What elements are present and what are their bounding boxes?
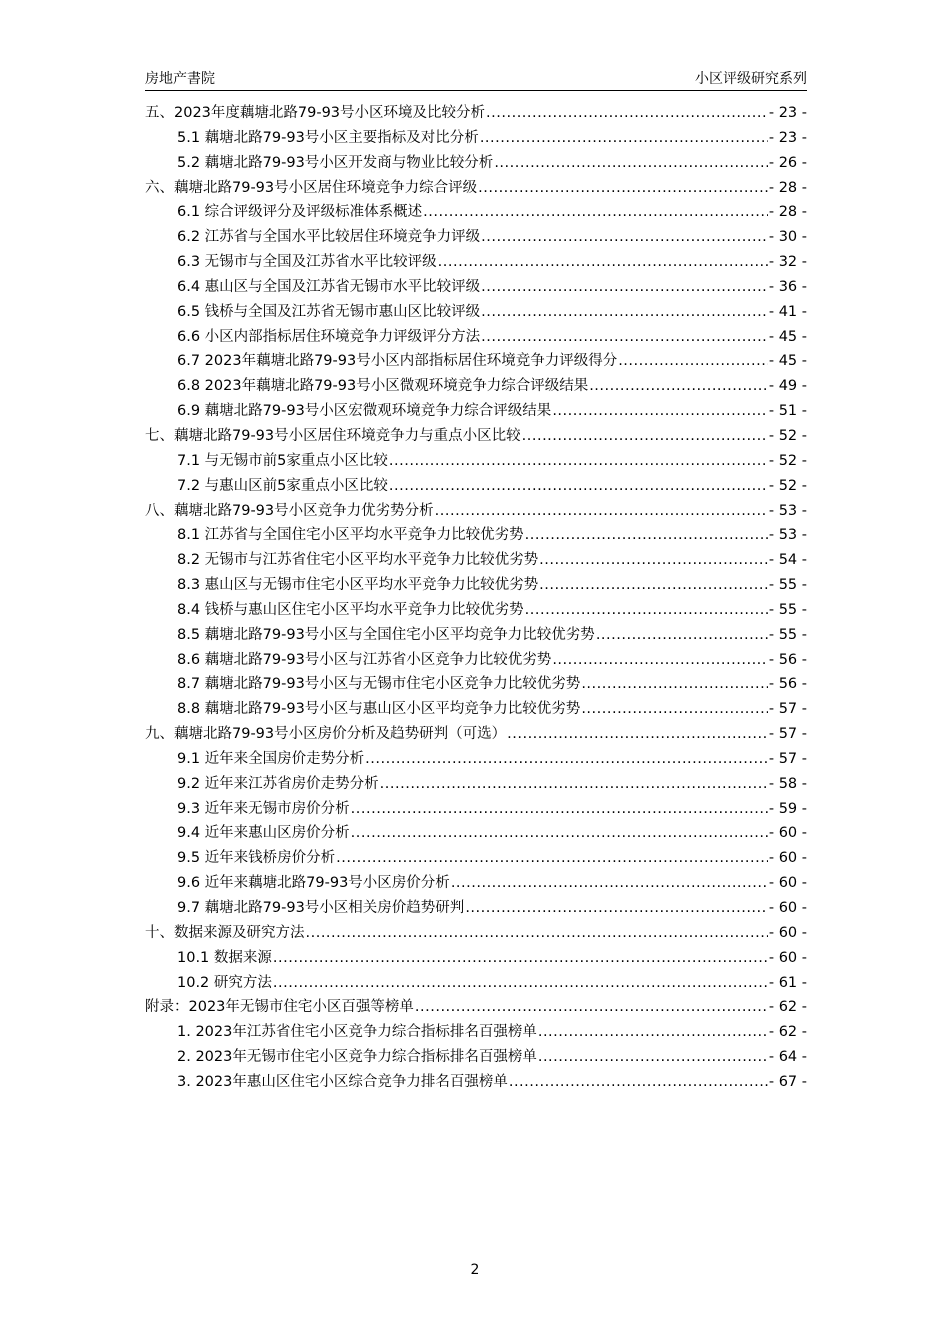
toc-section-entry[interactable] [145,275,807,300]
toc-section-entry[interactable] [145,871,807,896]
toc-entry-title: 6.1 综合评级评分及评级标准体系概述 [177,204,423,221]
toc-entry-page: - 28 - [768,204,807,221]
toc-dot-leader [552,399,768,424]
toc-entry-page: - 52 - [768,452,807,469]
toc-entry-title: 8.5 藕塘北路79-93号小区与全国住宅小区平均竞争力比较优劣势 [177,626,595,643]
toc-section-entry[interactable] [145,747,807,772]
toc-entry-title: 5.1 藕塘北路79-93号小区主要指标及对比分析 [177,129,479,146]
toc-entry-page: - 52 - [768,427,807,444]
toc-entry-title: 8.7 藕塘北路79-93号小区与无锡市住宅小区竞争力比较优劣势 [177,676,581,693]
toc-entry-title: 9.4 近年来惠山区房价分析 [177,825,350,842]
toc-section-entry[interactable] [145,697,807,722]
toc-dot-leader [465,896,768,921]
toc-entry-title: 5.2 藕塘北路79-93号小区开发商与物业比较分析 [177,154,494,171]
toc-entry-page: - 60 - [768,850,807,867]
toc-section-entry[interactable] [145,200,807,225]
toc-dot-leader [365,747,768,772]
toc-entry-title: 十、数据来源及研究方法 [145,924,305,941]
toc-entry-page: - 61 - [768,974,807,991]
toc-entry-title: 6.5 钱桥与全国及江苏省无锡市惠山区比较评级 [177,303,481,320]
toc-entry-title: 9.1 近年来全国房价走势分析 [177,750,365,767]
toc-chapter-entry[interactable] [145,101,807,126]
toc-entry-title: 6.4 惠山区与全国及江苏省无锡市水平比较评级 [177,278,481,295]
toc-entry-title: 8.8 藕塘北路79-93号小区与惠山区小区平均竞争力比较优劣势 [177,701,581,718]
toc-entry-title: 10.2 研究方法 [177,974,272,991]
toc-dot-leader [581,672,768,697]
toc-section-entry[interactable] [145,623,807,648]
toc-entry-title: 9.5 近年来钱桥房价分析 [177,850,336,867]
toc-section-entry[interactable] [145,250,807,275]
toc-entry-page: - 28 - [768,179,807,196]
toc-entry-page: - 64 - [768,1049,807,1066]
toc-entry-page: - 57 - [768,726,807,743]
toc-entry-page: - 52 - [768,477,807,494]
toc-entry-page: - 55 - [768,577,807,594]
page-number: 2 [470,1262,480,1278]
toc-chapter-entry[interactable] [145,176,807,201]
toc-section-entry[interactable] [145,374,807,399]
toc-section-entry[interactable] [145,225,807,250]
toc-entry-page: - 23 - [768,129,807,146]
toc-entry-page: - 67 - [768,1073,807,1090]
toc-section-entry[interactable] [145,648,807,673]
toc-dot-leader [618,349,768,374]
toc-section-entry[interactable] [145,1045,807,1070]
toc-entry-title: 7.1 与无锡市前5家重点小区比较 [177,452,388,469]
toc-entry-title: 9.2 近年来江苏省房价走势分析 [177,775,379,792]
toc-entry-title: 3. 2023年惠山区住宅小区综合竞争力排名百强榜单 [177,1073,508,1090]
toc-dot-leader [525,598,768,623]
toc-entry-page: - 62 - [768,999,807,1016]
toc-section-entry[interactable] [145,399,807,424]
toc-dot-leader [480,126,768,151]
toc-entry-page: - 32 - [768,254,807,271]
toc-dot-leader [351,821,768,846]
toc-dot-leader [380,772,768,797]
toc-section-entry[interactable] [145,349,807,374]
toc-entry-page: - 55 - [768,626,807,643]
toc-entry-title: 八、藕塘北路79-93号小区竞争力优劣势分析 [145,502,434,519]
toc-entry-page: - 23 - [768,105,807,121]
toc-dot-leader [538,1045,768,1070]
toc-entry-page: - 56 - [768,676,807,693]
toc-entry-title: 8.3 惠山区与无锡市住宅小区平均水平竞争力比较优劣势 [177,577,539,594]
toc-entry-title: 附录：2023年无锡市住宅小区百强等榜单 [145,999,414,1016]
toc-entry-title: 9.6 近年来藕塘北路79-93号小区房价分析 [177,875,450,892]
toc-dot-leader [522,424,768,449]
toc-entry-page: - 60 - [768,900,807,916]
toc-entry-title: 五、2023年度藕塘北路79-93号小区环境及比较分析 [145,105,486,121]
toc-dot-leader [481,300,768,325]
toc-section-entry[interactable] [145,523,807,548]
toc-section-entry[interactable] [145,772,807,797]
toc-entry-page: - 41 - [768,303,807,320]
toc-entry-page: - 56 - [768,651,807,668]
toc-entry-page: - 26 - [768,154,807,171]
toc-section-entry[interactable] [145,474,807,499]
toc-entry-title: 七、藕塘北路79-93号小区居住环境竞争力与重点小区比较 [145,427,521,444]
toc-section-entry[interactable] [145,1020,807,1045]
toc-entry-page: - 53 - [768,527,807,544]
toc-entry-page: - 57 - [768,701,807,718]
toc-dot-leader [438,250,768,275]
toc-dot-leader [539,573,768,598]
toc-dot-leader [481,275,768,300]
toc-entry-title: 6.6 小区内部指标居住环境竞争力评级评分方法 [177,328,481,345]
toc-dot-leader [596,623,768,648]
toc-section-entry[interactable] [145,971,807,996]
toc-dot-leader [351,797,768,822]
toc-entry-title: 10.1 数据来源 [177,949,272,966]
toc-dot-leader [415,995,768,1020]
toc-dot-leader [389,449,768,474]
toc-dot-leader [494,151,768,176]
page-header [145,66,807,91]
toc-chapter-entry[interactable] [145,424,807,449]
toc-entry-title: 六、藕塘北路79-93号小区居住环境竞争力综合评级 [145,179,478,196]
toc-entry-page: - 58 - [768,775,807,792]
toc-section-entry[interactable] [145,126,807,151]
toc-dot-leader [336,846,768,871]
toc-entry-title: 九、藕塘北路79-93号小区房价分析及趋势研判（可选） [145,726,507,743]
toc-section-entry[interactable] [145,449,807,474]
toc-entry-title: 6.2 江苏省与全国水平比较居住环境竞争力评级 [177,229,481,246]
toc-dot-leader [538,1020,768,1045]
toc-dot-leader [451,871,768,896]
toc-dot-leader [539,548,768,573]
toc-entry-title: 6.9 藕塘北路79-93号小区宏微观环境竞争力综合评级结果 [177,403,552,420]
toc-entry-title: 2. 2023年无锡市住宅小区竞争力综合指标排名百强榜单 [177,1049,537,1066]
toc-entry-page: - 51 - [768,403,807,420]
toc-entry-title: 8.4 钱桥与惠山区住宅小区平均水平竞争力比较优劣势 [177,601,524,618]
toc-entry-page: - 49 - [768,378,807,395]
toc-dot-leader [273,946,768,971]
toc-section-entry[interactable] [145,300,807,325]
toc-chapter-entry[interactable] [145,921,807,946]
toc-entry-title: 8.6 藕塘北路79-93号小区与江苏省小区竞争力比较优劣势 [177,651,552,668]
toc-dot-leader [581,697,768,722]
toc-chapter-entry[interactable] [145,722,807,747]
toc-entry-title: 9.7 藕塘北路79-93号小区相关房价趋势研判 [177,900,465,916]
toc-entry-page: - 57 - [768,750,807,767]
toc-section-entry[interactable] [145,896,807,921]
toc-entry-title: 6.3 无锡市与全国及江苏省水平比较评级 [177,254,437,271]
toc-entry-page: - 54 - [768,552,807,569]
toc-chapter-entry[interactable] [145,499,807,524]
toc-dot-leader [423,200,768,225]
toc-section-entry[interactable] [145,821,807,846]
toc-section-entry[interactable] [145,151,807,176]
toc-dot-leader [509,1070,768,1095]
header-series: 小区评级研究系列 [695,71,807,87]
toc-dot-leader [478,176,768,201]
toc-entry-page: - 62 - [768,1024,807,1041]
toc-section-entry[interactable] [145,846,807,871]
toc-dot-leader [435,499,768,524]
toc-entry-page: - 60 - [768,875,807,892]
toc-dot-leader [525,523,768,548]
toc-entry-page: - 55 - [768,601,807,618]
toc-entry-title: 8.2 无锡市与江苏省住宅小区平均水平竞争力比较优劣势 [177,552,539,569]
toc-section-entry[interactable] [145,797,807,822]
toc-dot-leader [481,325,768,350]
toc-dot-leader [306,921,768,946]
toc-entry-page: - 59 - [768,800,807,817]
toc-entry-page: - 36 - [768,278,807,295]
toc-entry-title: 1. 2023年江苏省住宅小区竞争力综合指标排名百强榜单 [177,1024,537,1041]
header-publisher: 房地产書院 [145,71,215,87]
table-of-contents [145,101,807,1095]
toc-section-entry[interactable] [145,598,807,623]
toc-section-entry[interactable] [145,1070,807,1095]
toc-entry-title: 6.7 2023年藕塘北路79-93号小区内部指标居住环境竞争力评级得分 [177,353,618,370]
toc-entry-page: - 53 - [768,502,807,519]
toc-entry-title: 9.3 近年来无锡市房价分析 [177,800,350,817]
toc-entry-page: - 60 - [768,949,807,966]
toc-entry-page: - 45 - [768,353,807,370]
toc-entry-title: 8.1 江苏省与全国住宅小区平均水平竞争力比较优劣势 [177,527,524,544]
toc-section-entry[interactable] [145,672,807,697]
toc-entry-page: - 45 - [768,328,807,345]
toc-entry-title: 6.8 2023年藕塘北路79-93号小区微观环境竞争力综合评级结果 [177,378,589,395]
toc-entry-page: - 60 - [768,825,807,842]
toc-section-entry[interactable] [145,325,807,350]
toc-section-entry[interactable] [145,946,807,971]
toc-dot-leader [507,722,768,747]
toc-dot-leader [481,225,768,250]
toc-chapter-entry[interactable] [145,995,807,1020]
toc-section-entry[interactable] [145,573,807,598]
toc-dot-leader [273,971,768,996]
toc-dot-leader [589,374,768,399]
toc-entry-title: 7.2 与惠山区前5家重点小区比较 [177,477,388,494]
toc-entry-page: - 60 - [768,924,807,941]
toc-entry-page: - 30 - [768,229,807,246]
toc-section-entry[interactable] [145,548,807,573]
toc-dot-leader [552,648,768,673]
toc-dot-leader [389,474,768,499]
toc-dot-leader [486,101,768,126]
